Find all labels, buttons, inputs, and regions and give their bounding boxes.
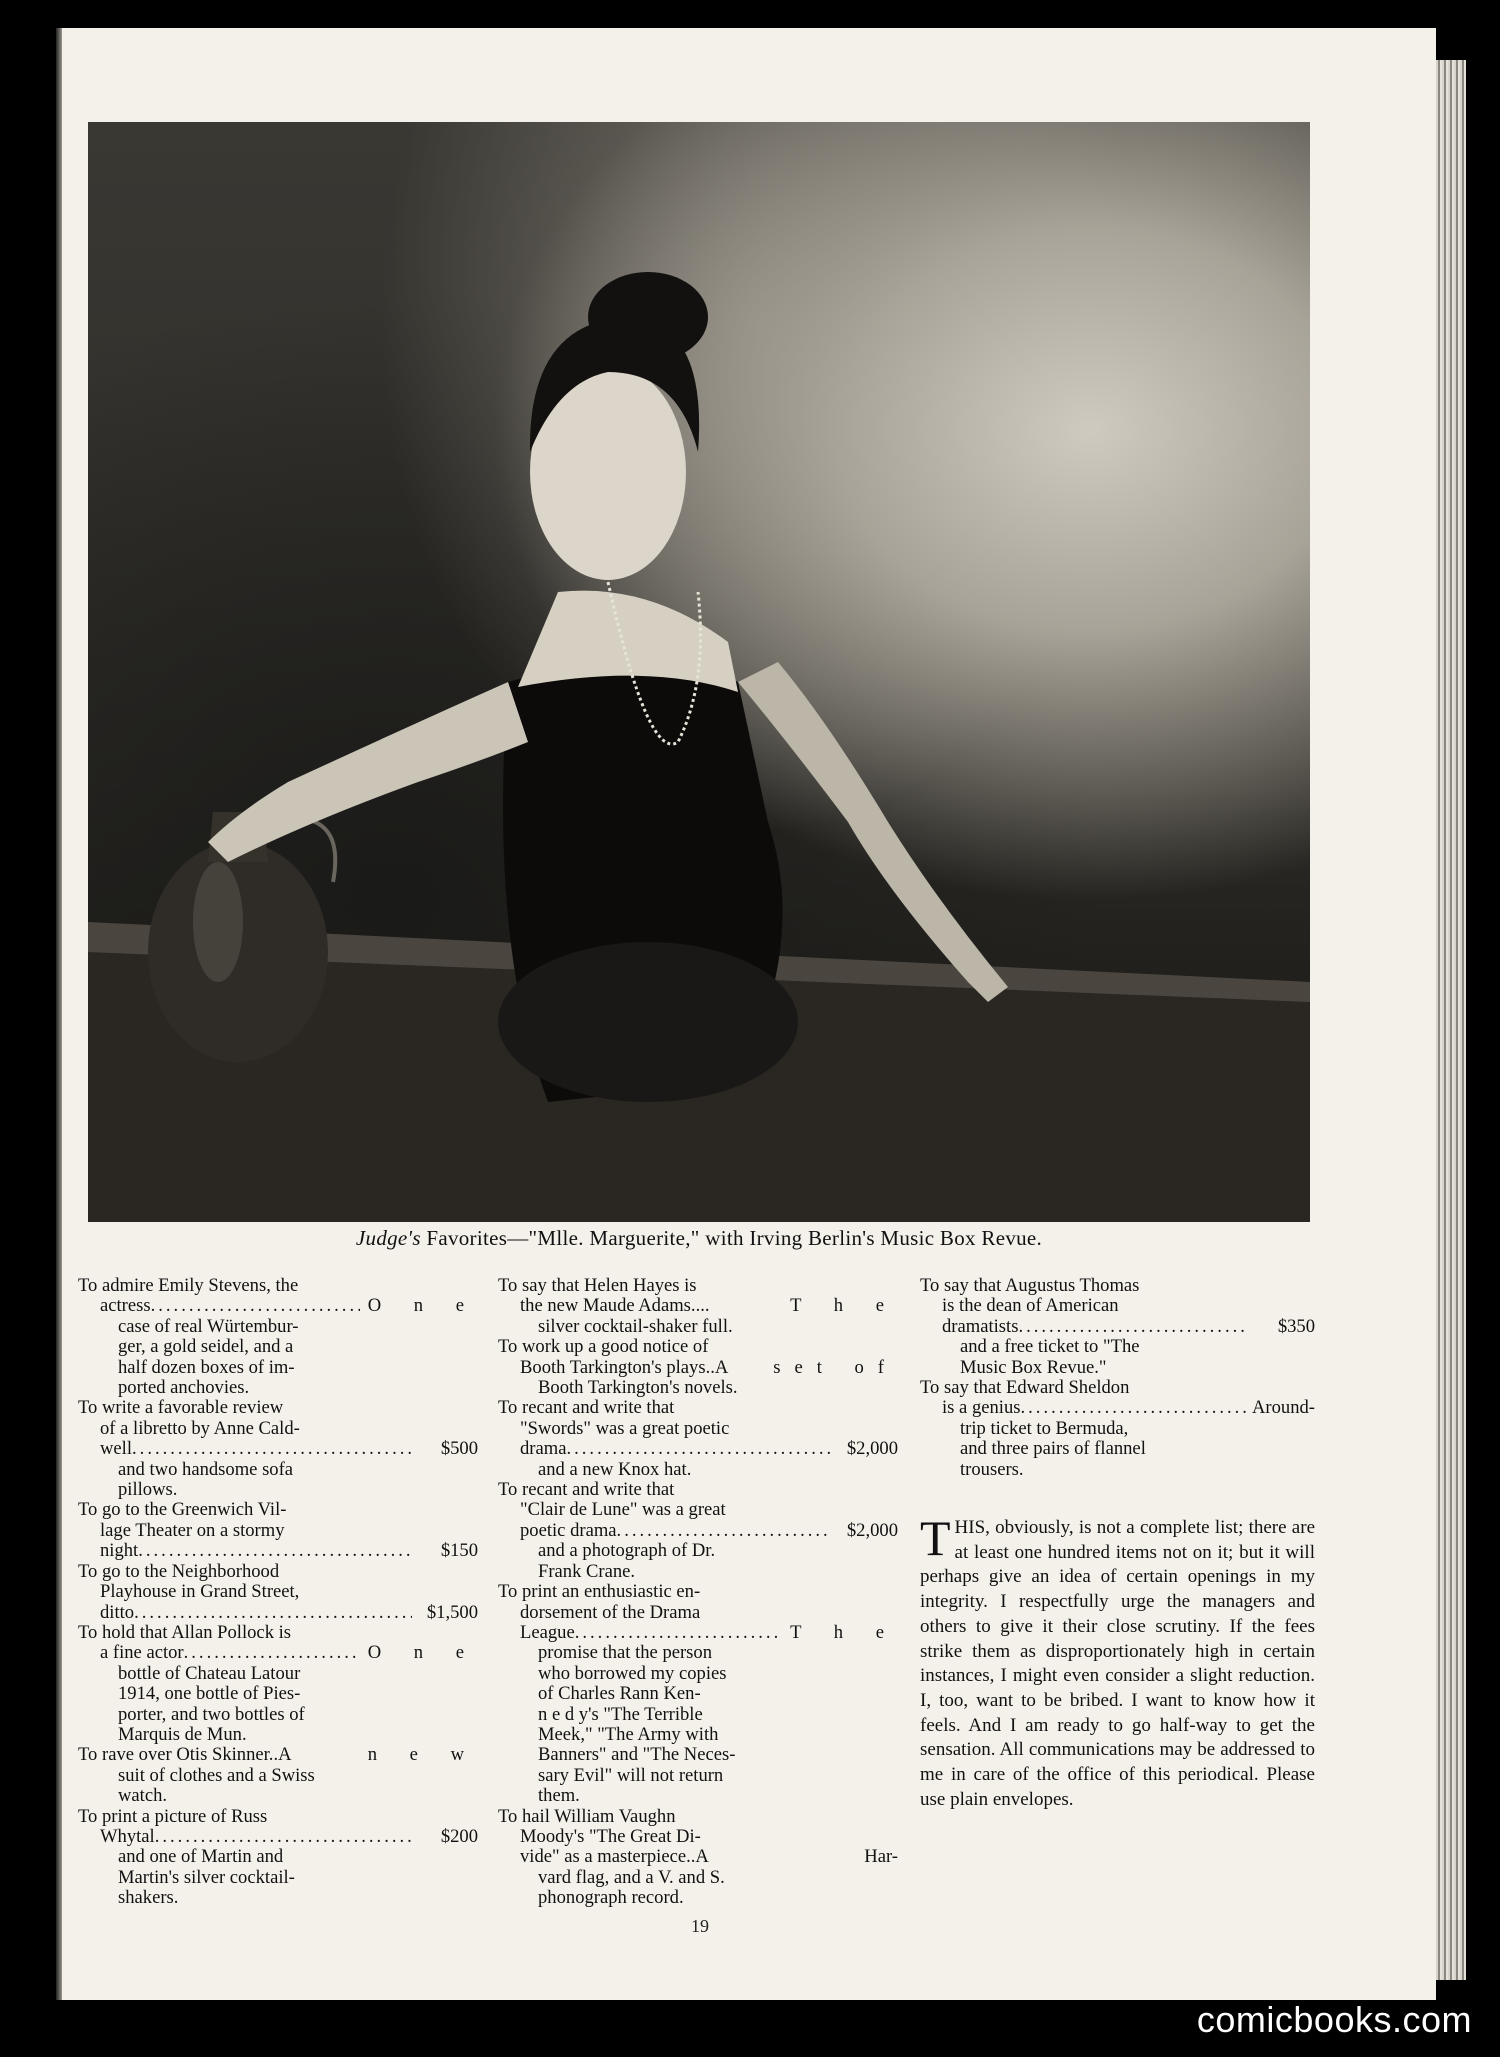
entry-price-line bbox=[78, 1603, 478, 1623]
entry-detail-line: porter, and two bottles of bbox=[118, 1703, 305, 1725]
entry-line: "Clair de Lune" was a great bbox=[520, 1499, 726, 1521]
entry-lead: League bbox=[520, 1621, 575, 1643]
entry-price-line bbox=[920, 1398, 1315, 1418]
entry-price: Around- bbox=[1252, 1397, 1315, 1419]
price-list-column-3 bbox=[920, 1276, 1315, 1813]
entry-detail-line: Booth Tarkington's novels. bbox=[538, 1377, 738, 1399]
entry-lead: To rave over Otis Skinner..A bbox=[78, 1744, 292, 1766]
entry-price: n e w bbox=[367, 1744, 478, 1766]
entry-line: lage Theater on a stormy bbox=[100, 1519, 285, 1541]
entry-detail-line: Marquis de Mun. bbox=[118, 1723, 247, 1745]
entry-line: To go to the Neighborhood bbox=[78, 1560, 280, 1582]
entry-detail-line: Music Box Revue." bbox=[960, 1356, 1107, 1378]
entry-detail-line: and a photograph of Dr. bbox=[538, 1540, 716, 1562]
entry-lead: drama bbox=[520, 1438, 567, 1460]
entry-detail-line: half dozen boxes of im- bbox=[118, 1356, 295, 1378]
entry-detail-line: ported anchovies. bbox=[118, 1377, 250, 1399]
entry-price-line bbox=[78, 1296, 478, 1316]
entry-detail-line: and a free ticket to "The bbox=[960, 1336, 1140, 1358]
leader-dots bbox=[155, 1827, 412, 1847]
entry-detail-line: of Charles Rann Ken- bbox=[538, 1683, 701, 1705]
entry-lead: a fine actor bbox=[100, 1642, 184, 1664]
leader-dots bbox=[184, 1643, 360, 1663]
entry-line: To work up a good notice of bbox=[498, 1336, 709, 1358]
entry-lead: well bbox=[100, 1438, 133, 1460]
entry-detail-line: Martin's silver cocktail- bbox=[118, 1866, 295, 1888]
entry-gap bbox=[292, 1745, 360, 1765]
entry-detail-line: Meek," "The Army with bbox=[538, 1723, 719, 1745]
entry-detail-line: case of real Würtembur- bbox=[118, 1315, 299, 1337]
entry-detail-line: vard flag, and a V. and S. bbox=[538, 1866, 725, 1888]
entry-price: $500 bbox=[440, 1438, 478, 1460]
entry-line: To recant and write that bbox=[498, 1479, 675, 1501]
entry-detail-line: 1914, one bottle of Pies- bbox=[118, 1683, 301, 1705]
leader-dots bbox=[617, 1521, 832, 1541]
entry-price: Har- bbox=[864, 1846, 898, 1868]
page-gutter bbox=[56, 28, 62, 2000]
portrait-illustration bbox=[88, 122, 1310, 1222]
page-number: 19 bbox=[691, 1916, 709, 1936]
entry-line: dorsement of the Drama bbox=[520, 1601, 701, 1623]
entry-detail-line: them. bbox=[538, 1785, 580, 1807]
entry-price-line bbox=[78, 1643, 478, 1663]
leader-dots bbox=[132, 1439, 412, 1459]
entry-price-line bbox=[498, 1296, 898, 1316]
entry-price-line bbox=[920, 1317, 1315, 1337]
entry-price: $350 bbox=[1277, 1315, 1315, 1337]
entry-line: To hail William Vaughn bbox=[498, 1805, 676, 1827]
entry-price-line bbox=[78, 1541, 478, 1561]
entry-detail-line: Banners" and "The Neces- bbox=[538, 1744, 736, 1766]
entry-lead: poetic drama bbox=[520, 1519, 617, 1541]
entry-detail-line: Frank Crane. bbox=[538, 1560, 636, 1582]
entry-lead: vide" as a masterpiece..A bbox=[520, 1846, 709, 1868]
entry-line: To say that Helen Hayes is bbox=[498, 1275, 697, 1296]
entry-price-line bbox=[78, 1745, 478, 1765]
entry-price: $1,500 bbox=[426, 1601, 478, 1623]
leader-dots bbox=[1018, 1317, 1249, 1337]
entry-lead: actress bbox=[100, 1295, 151, 1317]
entry-line: To print an enthusiastic en- bbox=[498, 1581, 701, 1603]
entry-line: To print a picture of Russ bbox=[78, 1805, 268, 1827]
leader-dots bbox=[134, 1603, 412, 1623]
entry-lead: the new Maude Adams.... bbox=[520, 1295, 710, 1317]
entry-detail-line: pillows. bbox=[118, 1479, 178, 1501]
entry-lead: ditto bbox=[100, 1601, 135, 1623]
entry-detail-line: trip ticket to Bermuda, bbox=[960, 1417, 1129, 1439]
entry-gap bbox=[709, 1847, 832, 1867]
entry-detail-line: sary Evil" will not return bbox=[538, 1764, 724, 1786]
entry-line: To admire Emily Stevens, the bbox=[78, 1275, 299, 1296]
entry-detail-line: trousers. bbox=[960, 1458, 1024, 1480]
leader-dots bbox=[710, 1296, 783, 1316]
entry-price: set of bbox=[773, 1356, 898, 1378]
entry-price-line bbox=[498, 1439, 898, 1459]
entry-price-line bbox=[78, 1827, 478, 1847]
entry-detail-line: suit of clothes and a Swiss bbox=[118, 1764, 315, 1786]
leader-dots bbox=[566, 1439, 832, 1459]
entry-price-line bbox=[498, 1847, 898, 1867]
entry-detail-line: silver cocktail-shaker full. bbox=[538, 1315, 733, 1337]
entry-price-line bbox=[78, 1439, 478, 1459]
closing-text: HIS, obviously, is not a complete list; there are at least one hundred items not on it; but it will perhaps give an idea of certain openings in my integrity. I respectfully urge the managers and others to give it their close scrutiny. If the fees strike them as disproportionately high in certain instances, I might even consider a slight reduction. I, too, want to be bribed. I want to know how it feels. And I am ready to go half-way to get the sensation. All communications may be addressed to me in care of the office of this periodical. Please use plain envelopes. bbox=[920, 1517, 1315, 1810]
entry-price: $2,000 bbox=[846, 1519, 898, 1541]
entry-detail-line: who borrowed my copies bbox=[538, 1662, 727, 1684]
entry-detail-line: ger, a gold seidel, and a bbox=[118, 1336, 294, 1358]
entry-price: T h e bbox=[790, 1295, 898, 1317]
price-list-column-1 bbox=[78, 1276, 478, 1909]
leader-dots bbox=[138, 1541, 412, 1561]
entry-price: $2,000 bbox=[846, 1438, 898, 1460]
entry-detail-line: and a new Knox hat. bbox=[538, 1458, 692, 1480]
entry-lead: Whytal bbox=[100, 1825, 155, 1847]
entry-detail-line: shakers. bbox=[118, 1887, 179, 1909]
entry-price: $200 bbox=[440, 1825, 478, 1847]
entry-line: To hold that Allan Pollock is bbox=[78, 1621, 292, 1643]
entry-lead: dramatists bbox=[942, 1315, 1019, 1337]
entry-price-line bbox=[498, 1358, 898, 1378]
entry-gap bbox=[728, 1358, 765, 1378]
leader-dots bbox=[575, 1623, 782, 1643]
entry-detail-line: and one of Martin and bbox=[118, 1846, 284, 1868]
caption-text: Favorites—"Mlle. Marguerite," with Irving Berlin's Music Box Revue. bbox=[420, 1226, 1043, 1250]
entry-line: of a libretto by Anne Cald- bbox=[100, 1417, 300, 1439]
price-list-column-2 bbox=[498, 1276, 898, 1909]
entry-line: To write a favorable review bbox=[78, 1397, 284, 1419]
site-watermark: comicbooks.com bbox=[1196, 1999, 1472, 2040]
closing-paragraph bbox=[920, 1510, 1315, 1812]
entry-line: To say that Augustus Thomas bbox=[920, 1275, 1140, 1296]
entry-detail-line: promise that the person bbox=[538, 1642, 713, 1664]
entry-line: "Swords" was a great poetic bbox=[520, 1417, 730, 1439]
leader-dots bbox=[151, 1296, 360, 1316]
entry-detail-line: bottle of Chateau Latour bbox=[118, 1662, 301, 1684]
entry-line: is the dean of American bbox=[942, 1295, 1119, 1317]
entry-line: Moody's "The Great Di- bbox=[520, 1825, 701, 1847]
entry-detail-line: n e d y's "The Terrible bbox=[538, 1703, 703, 1725]
entry-line: To go to the Greenwich Vil- bbox=[78, 1499, 287, 1521]
entry-detail-line: watch. bbox=[118, 1785, 168, 1807]
entry-lead: is a genius bbox=[942, 1397, 1021, 1419]
entry-line: Playhouse in Grand Street, bbox=[100, 1581, 300, 1603]
entry-detail-line: phonograph record. bbox=[538, 1887, 684, 1909]
entry-detail-line: and three pairs of flannel bbox=[960, 1438, 1146, 1460]
caption-lead: Judge's bbox=[355, 1226, 421, 1250]
photo-caption bbox=[88, 1226, 1310, 1251]
entry-price: $150 bbox=[440, 1540, 478, 1562]
entry-price-line bbox=[498, 1623, 898, 1643]
entry-line: To say that Edward Sheldon bbox=[920, 1377, 1130, 1399]
entry-detail-line: and two handsome sofa bbox=[118, 1458, 294, 1480]
price-list-entries bbox=[920, 1276, 1315, 1480]
page-stack-edge bbox=[1436, 60, 1466, 1980]
entry-lead: night bbox=[100, 1540, 139, 1562]
entry-line: To recant and write that bbox=[498, 1397, 675, 1419]
portrait-photograph bbox=[88, 122, 1310, 1222]
drop-cap: T bbox=[920, 1510, 951, 1567]
leader-dots bbox=[1021, 1398, 1247, 1418]
entry-lead: Booth Tarkington's plays..A bbox=[520, 1356, 729, 1378]
entry-price-line bbox=[498, 1521, 898, 1541]
entry-price: T h e bbox=[790, 1621, 898, 1643]
entry-price: O n e bbox=[367, 1642, 478, 1664]
entry-price: O n e bbox=[367, 1295, 478, 1317]
